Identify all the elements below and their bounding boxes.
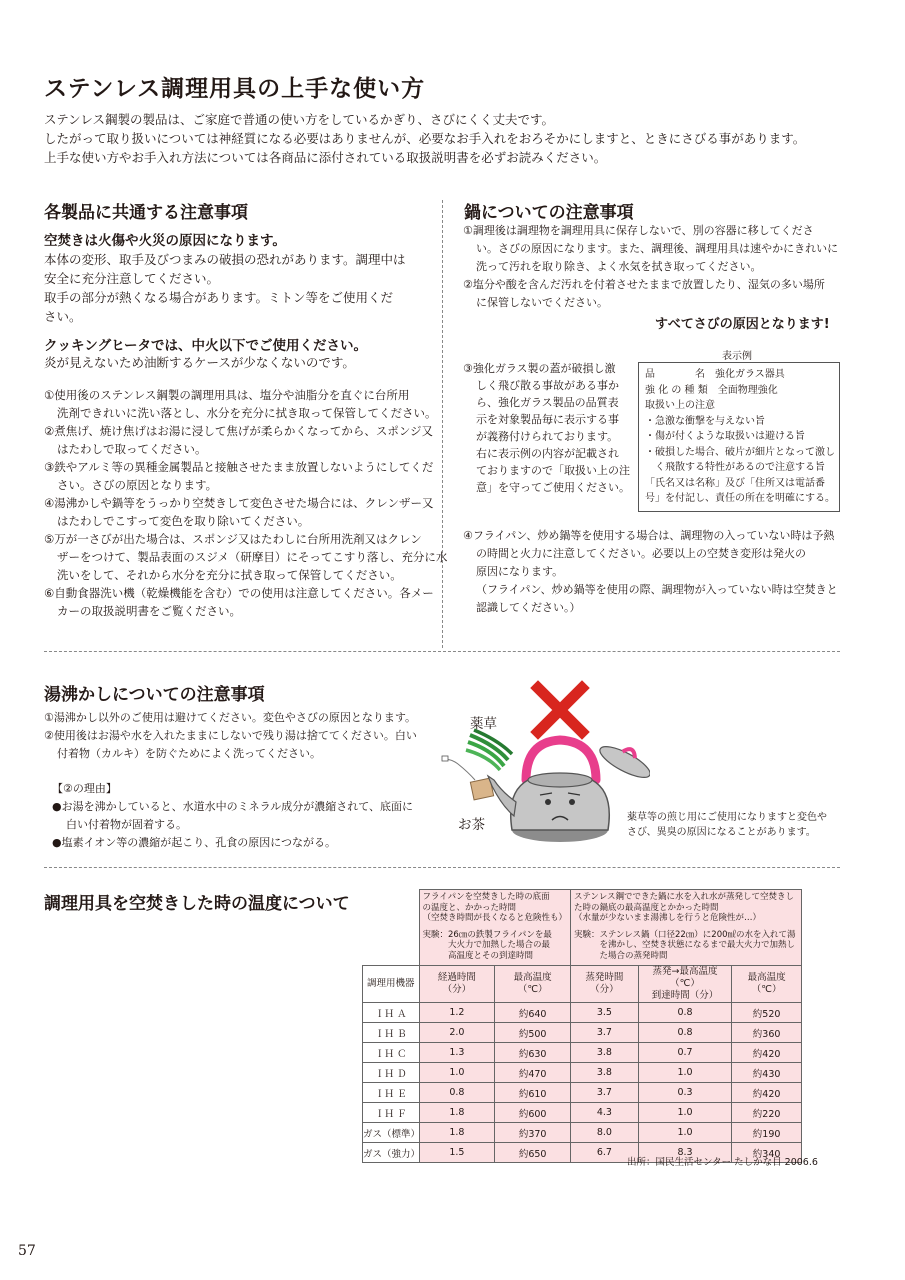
table-cell: 1.2 bbox=[419, 1003, 495, 1023]
list-item bbox=[44, 834, 434, 852]
table-cell: 0.8 bbox=[419, 1083, 495, 1103]
table-cell: 約470 bbox=[495, 1063, 571, 1083]
table-cell: 0.7 bbox=[638, 1043, 732, 1063]
table-cell: 6.7 bbox=[571, 1143, 639, 1163]
list-item bbox=[44, 709, 434, 727]
text-line: ⑥自動食器洗い機（乾燥機能を含む）での使用は注意してください。各メー bbox=[44, 586, 434, 600]
text-line: ザーをつけて、製品表面のスジメ（研摩目）にそってこすり落し、充分に水 bbox=[57, 550, 448, 564]
text-line: の時間と火力に注意してください。必要以上の空焚き変形は発火の bbox=[476, 547, 806, 560]
table-row bbox=[363, 1083, 802, 1103]
text-line: 洗って汚れを取り除き、よく水気を拭き取ってください。 bbox=[476, 260, 762, 273]
text-line: ておりますので「取扱い上の注 bbox=[476, 464, 630, 477]
source-note: 出所：国民生活センター たしかな目 2006.6 bbox=[627, 1157, 818, 1168]
table-row bbox=[363, 1123, 802, 1143]
table-cell: 3.7 bbox=[571, 1023, 639, 1043]
text-line: ①使用後のステンレス鋼製の調理用具は、塩分や油脂分を直ぐに台所用 bbox=[44, 388, 410, 402]
table-cell: 約640 bbox=[495, 1003, 571, 1023]
text-line: （空焚き時間が長くなると危険性も） bbox=[422, 913, 568, 923]
table-cell: ＩＨ Ｂ bbox=[363, 1023, 420, 1043]
text-line: 示を対象製品毎に表示する事 bbox=[476, 413, 619, 426]
column-divider bbox=[442, 200, 443, 648]
frypan-experiment-note bbox=[419, 890, 571, 966]
text-line: が義務付けられております。 bbox=[476, 430, 619, 443]
text-line: 意」を守ってご使用ください。 bbox=[476, 481, 630, 494]
list-item bbox=[44, 494, 434, 530]
table-cell: 4.3 bbox=[571, 1103, 639, 1123]
list-item bbox=[463, 276, 848, 312]
table-cell: ＩＨ Ｆ bbox=[363, 1103, 420, 1123]
column-header: 蒸発→最高温度（℃） 到達時間（分） bbox=[638, 966, 732, 1003]
table-body bbox=[363, 1003, 802, 1163]
text-line: さい。 bbox=[44, 309, 82, 324]
text-line: ステンレス鋼でできた鍋に水を入れ水が蒸発して空焚きし bbox=[574, 892, 794, 902]
kettle-heading: 湯沸かしについての注意事項 bbox=[44, 685, 265, 705]
table-cell: 3.7 bbox=[571, 1083, 639, 1103]
table-cell: 1.0 bbox=[638, 1063, 732, 1083]
text-line: く飛散する特性があるので注意する旨 bbox=[645, 462, 825, 473]
table-cell: 約500 bbox=[495, 1023, 571, 1043]
list-item bbox=[44, 458, 434, 494]
text-line: 洗いをして、それから水分を充分に拭き取って保管してください。 bbox=[57, 568, 402, 582]
text-line: 号」を付記し、責任の所在を明確にする。 bbox=[645, 493, 835, 504]
text-line: 白い付着物が固着する。 bbox=[66, 818, 187, 831]
text-line: の温度と、かかった時間 bbox=[422, 902, 517, 913]
table-row bbox=[363, 1003, 802, 1023]
text-line: 「氏名又は名称」及び「住所又は電話番 bbox=[645, 477, 825, 489]
table-cell: 1.8 bbox=[419, 1103, 495, 1123]
table-cell: 約370 bbox=[495, 1123, 571, 1143]
common-warning-1: 空焚きは火傷や火災の原因になります。 bbox=[44, 233, 286, 249]
table-cell: 約420 bbox=[732, 1083, 802, 1103]
pot-items-list bbox=[463, 222, 848, 312]
text-line: フライパンを空焚きした時の底面 bbox=[422, 892, 550, 902]
text-line: 原因になります。 bbox=[476, 565, 564, 578]
text-line: しく飛び散る事故がある事か bbox=[476, 379, 619, 392]
text-line: を沸かし、空焚き状態になるまで最大火力で加熱し bbox=[574, 940, 796, 950]
table-cell: 約650 bbox=[495, 1143, 571, 1163]
common-warning-2: クッキングヒータでは、中火以下でご使用ください。 bbox=[44, 338, 368, 354]
column-header: 蒸発時間 （分） bbox=[571, 966, 639, 1003]
common-heading: 各製品に共通する注意事項 bbox=[44, 203, 248, 223]
text-line: ら、強化ガラス製品の品質表 bbox=[476, 396, 619, 409]
temperature-table bbox=[362, 889, 802, 1163]
table-cell: 8.0 bbox=[571, 1123, 639, 1143]
text-line: ④湯沸かしや鍋等をうっかり空焚きして変色させた場合には、クレンザー又 bbox=[44, 496, 434, 510]
table-cell: 1.3 bbox=[419, 1043, 495, 1063]
intro-line: したがって取り扱いについては神経質になる必要はありませんが、必要なお手入れをおろそかにしますと、ときにさびる事があります。 bbox=[44, 131, 806, 146]
text-line: ・傷が付くような取扱いは避ける旨 bbox=[645, 431, 805, 442]
stainless-pot-experiment-note bbox=[571, 890, 802, 966]
table-row bbox=[363, 1043, 802, 1063]
text-line: 右に表示例の内容が記載され bbox=[476, 447, 619, 460]
page-title: ステンレス調理用具の上手な使い方 bbox=[44, 76, 426, 102]
table-cell: 約520 bbox=[732, 1003, 802, 1023]
common-warning-1-body bbox=[44, 250, 429, 326]
table-cell: 1.0 bbox=[638, 1103, 732, 1123]
text-line: 大火力で加熱した場合の最 bbox=[422, 940, 551, 950]
table-cell: 約340 bbox=[732, 1143, 802, 1163]
text-line: 取扱い上の注意 bbox=[645, 400, 715, 411]
text-line: 実験：26㎝の鉄製フライパンを最 bbox=[422, 929, 552, 940]
table-cell: 2.0 bbox=[419, 1023, 495, 1043]
list-item bbox=[44, 798, 434, 834]
text-line: た場合の蒸発時間 bbox=[574, 950, 668, 961]
table-cell: 3.5 bbox=[571, 1003, 639, 1023]
table-cell: 約430 bbox=[732, 1063, 802, 1083]
text-line: い。さびの原因になります。また、調理後、調理用具は速やかにきれいに bbox=[476, 242, 839, 255]
text-line: ①調理後は調理物を調理用具に保存しないで、別の容器に移してくださ bbox=[463, 224, 814, 237]
text-line: さび、異臭の原因になることがあります。 bbox=[627, 827, 816, 838]
table-cell: 1.5 bbox=[419, 1143, 495, 1163]
table-cell: 1.0 bbox=[419, 1063, 495, 1083]
text-line: 実験：ステンレス鍋（口径22㎝）に200㎖の水を入れて湯 bbox=[574, 929, 796, 940]
text-line: 洗剤できれいに洗い落とし、水分を充分に拭き取って保管してください。 bbox=[57, 406, 437, 420]
label-caption: 表示例 bbox=[722, 351, 752, 362]
glass-lid-note bbox=[463, 360, 630, 496]
intro-line: 上手な使い方やお手入れ方法については各商品に添付されている取扱説明書を必ずお読みください。 bbox=[44, 150, 607, 165]
column-header: 経過時間 （分） bbox=[419, 966, 495, 1003]
text-line: ・破損した場合、破片が細片となって激し bbox=[645, 446, 835, 458]
text-line: ②使用後はお湯や水を入れたままにしないで残り湯は捨ててください。白い bbox=[44, 729, 417, 742]
kettle-items-list bbox=[44, 709, 434, 852]
list-item bbox=[44, 386, 437, 422]
table-cell: 0.8 bbox=[638, 1003, 732, 1023]
reason-title: 【②の理由】 bbox=[52, 782, 117, 795]
column-header: 最高温度 （℃） bbox=[732, 966, 802, 1003]
section-divider bbox=[44, 867, 840, 868]
list-item bbox=[463, 222, 848, 276]
table-row bbox=[363, 1103, 802, 1123]
kettle-illustration bbox=[440, 680, 650, 850]
list-item bbox=[44, 727, 434, 763]
table-row bbox=[363, 1063, 802, 1083]
text-line: 認識してください。） bbox=[476, 601, 581, 614]
table-cell: 8.3 bbox=[638, 1143, 732, 1163]
table-row bbox=[363, 1023, 802, 1043]
table-cell: 約220 bbox=[732, 1103, 802, 1123]
column-header: 調理用機器 bbox=[363, 966, 420, 1003]
table-cell: 1.8 bbox=[419, 1123, 495, 1143]
text-line: た時の鍋底の最高温度とかかった時間 bbox=[574, 902, 719, 913]
text-line: ②煮焦げ、焼け焦げはお湯に浸して焦げが柔らかくなってから、スポンジ又 bbox=[44, 424, 434, 438]
text-line: はたわしで取ってください。 bbox=[57, 442, 207, 456]
table-cell: ガス（強力） bbox=[363, 1143, 420, 1163]
pot-heading: 鍋についての注意事項 bbox=[464, 203, 634, 223]
pot-emphasis: すべてさびの原因となります! bbox=[655, 317, 830, 332]
table-cell: 約610 bbox=[495, 1083, 571, 1103]
text-line: ・急激な衝撃を与えない旨 bbox=[645, 415, 765, 427]
common-items-list bbox=[44, 386, 448, 620]
herb-label: 薬草 bbox=[470, 716, 497, 732]
text-line: 強 化 の 種 類 全面物理強化 bbox=[645, 384, 778, 396]
table-header-row bbox=[363, 966, 802, 1003]
text-line: 安全に充分注意してください。 bbox=[44, 271, 220, 286]
table-cell: 3.8 bbox=[571, 1063, 639, 1083]
quality-label-box bbox=[638, 362, 840, 512]
table-cell: 約360 bbox=[732, 1023, 802, 1043]
text-line: 薬草等の煎じ用にご使用になりますと変色や bbox=[627, 812, 827, 823]
text-line: （フライパン、炒め鍋等を使用の際、調理物が入っていない時は空焚きと bbox=[476, 583, 838, 596]
temperature-heading: 調理用具を空焚きした時の温度について bbox=[44, 894, 350, 914]
table-cell: 約630 bbox=[495, 1043, 571, 1063]
cross-mark-icon bbox=[538, 688, 582, 732]
kettle-note bbox=[627, 810, 827, 840]
list-item bbox=[44, 422, 434, 458]
section-divider bbox=[44, 651, 840, 652]
table-cell: 3.8 bbox=[571, 1043, 639, 1063]
list-item bbox=[44, 530, 448, 584]
text-line: カーの取扱説明書をご覧ください。 bbox=[57, 604, 241, 618]
text-line: 品 名 強化ガラス器具 bbox=[645, 369, 785, 380]
table-cell: 約190 bbox=[732, 1123, 802, 1143]
list-item bbox=[44, 584, 434, 620]
tea-bag-illustration bbox=[442, 756, 494, 800]
table-cell: ＩＨ Ｅ bbox=[363, 1083, 420, 1103]
text-line: 高温度とその到達時間 bbox=[422, 950, 534, 961]
herb-illustration bbox=[466, 730, 512, 770]
table-cell: 約420 bbox=[732, 1043, 802, 1063]
text-line: ⑤万が一さびが出た場合は、スポンジ又はたわしに台所用洗剤又はクレン bbox=[44, 532, 422, 546]
table-cell: 1.0 bbox=[638, 1123, 732, 1143]
table-cell: ＩＨ Ｄ bbox=[363, 1063, 420, 1083]
table-cell: 0.3 bbox=[638, 1083, 732, 1103]
text-line: ④フライパン、炒め鍋等を使用する場合は、調理物の入っていない時は予熱 bbox=[463, 529, 835, 542]
page-number: 57 bbox=[18, 1243, 36, 1259]
common-warning-2-body: 炎が見えないため油断するケースが少なくないのです。 bbox=[44, 355, 355, 370]
text-line: ③鉄やアルミ等の異種金属製品と接触させたまま放置しないようにしてくだ bbox=[44, 460, 434, 474]
text-line: ●お湯を沸かしていると、水道水中のミネラル成分が濃縮されて、底面に bbox=[52, 800, 414, 813]
text-line: はたわしでこすって変色を取り除いてください。 bbox=[57, 514, 310, 528]
text-line: さい。さびの原因となります。 bbox=[57, 478, 218, 492]
text-line: （水量が少ないまま湯沸しを行うと危険性が…） bbox=[574, 913, 762, 923]
intro-line: ステンレス鋼製の製品は、ご家庭で普通の使い方をしているかぎり、さびにくく丈夫です。 bbox=[44, 112, 554, 127]
text-line: 本体の変形、取手及びつまみの破損の恐れがあります。調理中は bbox=[44, 252, 406, 267]
table-cell: ＩＨ Ａ bbox=[363, 1003, 420, 1023]
text-line: に保管しないでください。 bbox=[476, 296, 608, 309]
intro-text bbox=[44, 110, 864, 167]
table-cell: ガス（標準） bbox=[363, 1123, 420, 1143]
text-line: ①湯沸かし以外のご使用は避けてください。変色やさびの原因となります。 bbox=[44, 711, 416, 724]
column-header: 最高温度 （℃） bbox=[495, 966, 571, 1003]
text-line: 付着物（カルキ）を防ぐためによく洗ってください。 bbox=[57, 747, 321, 760]
table-cell: 0.8 bbox=[638, 1023, 732, 1043]
text-line: ●塩素イオン等の濃縮が起こり、孔食の原因につながる。 bbox=[52, 836, 337, 849]
text-line: ②塩分や酸を含んだ汚れを付着させたままで放置したり、湿気の多い場所 bbox=[463, 278, 825, 291]
pot-item-4 bbox=[463, 527, 838, 617]
text-line: 取手の部分が熱くなる場合があります。ミトン等をご使用くだ bbox=[44, 290, 394, 305]
tea-label: お茶 bbox=[458, 817, 485, 833]
table-cell: 約600 bbox=[495, 1103, 571, 1123]
table-cell: ＩＨ Ｃ bbox=[363, 1043, 420, 1063]
text-line: ③強化ガラス製の蓋が破損し激 bbox=[463, 362, 616, 375]
